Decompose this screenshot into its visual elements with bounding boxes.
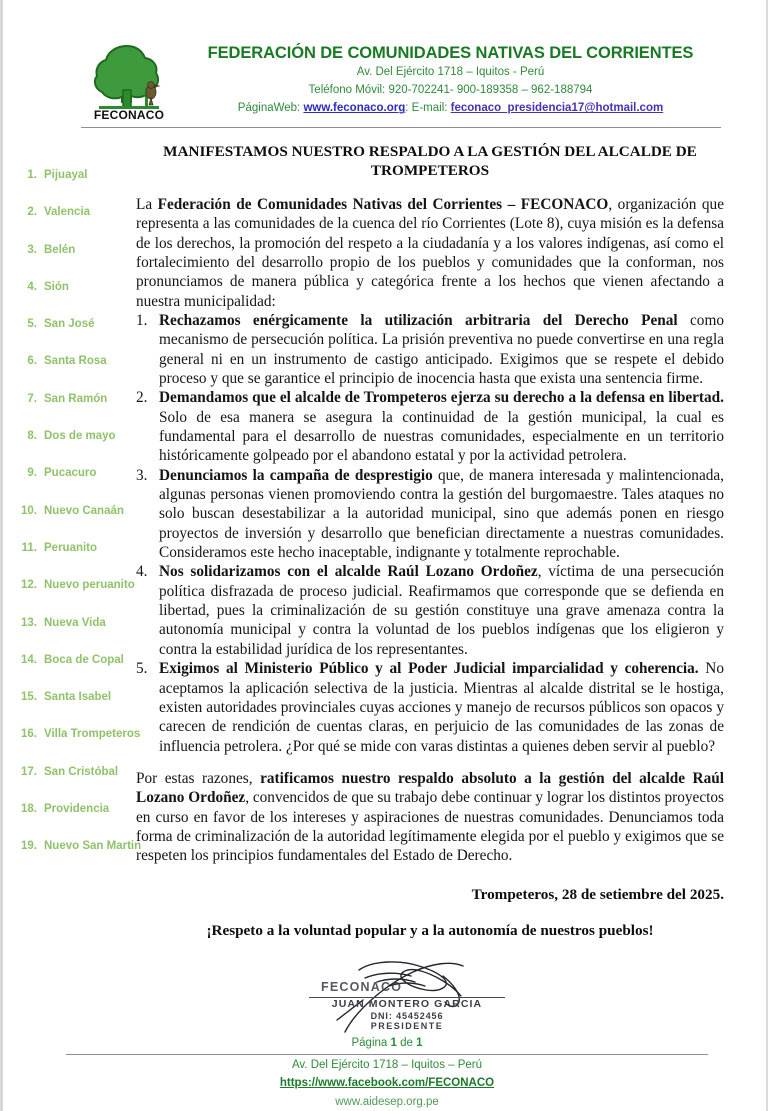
list-item-number: 17. — [21, 765, 37, 778]
claim-marker: 2. — [136, 389, 148, 407]
list-item — [15, 729, 153, 766]
page-title: MANIFESTAMOS NUESTRO RESPALDO A LA GESTIÓN DEL ALCALDE DE TROMPETEROS — [163, 143, 697, 180]
list-item — [15, 804, 153, 841]
list-item-number: 9. — [27, 467, 37, 480]
list-item — [15, 767, 153, 804]
web-label: PáginaWeb: — [237, 102, 301, 115]
header-phones: Teléfono Móvil: 920-702241- 900-189358 – 962-188794 — [308, 84, 593, 97]
claim-bold: Rechazamos enérgicamente la utilización arbitraria del Derecho Penal — [159, 311, 678, 329]
claim-rest: No aceptamos la aplicación selectiva de la justicia. Mientras al alcalde distrital se le hostiga, existen autoridades provinciales cuyas acciones y manejo de recursos públicos son opacos y carecen de rendición de cuentas claras, en perjuicio de las comunidades de las zonas de influencia petrolera. ¿Por qué se mide con varas distintas a quienes deben servir al pueblo? — [159, 660, 724, 755]
list-item — [15, 692, 153, 729]
signatory-details — [309, 999, 505, 1031]
letterhead-text — [178, 44, 723, 118]
list-item-label: Villa Trompeteros — [44, 728, 141, 741]
closing-paragraph — [136, 769, 724, 866]
list-item — [15, 282, 153, 319]
list-item-label: Nuevo San Martin — [44, 840, 142, 853]
claim-bold: Exigimos al Ministerio Público y al Poder Judicial imparcialidad y coherencia. — [159, 660, 699, 678]
claim-item — [136, 562, 724, 659]
organization-name: FEDERACIÓN DE COMUNIDADES NATIVAS DEL CORRIENTES — [207, 44, 694, 62]
list-item-label: Providencia — [44, 803, 110, 816]
signatory-dni: DNI: 45452456 — [370, 1010, 444, 1021]
header-address: Av. Del Ejército 1718 – Iquitos - Perú — [356, 65, 545, 78]
list-item-label: San Ramón — [44, 392, 108, 405]
header-contact-row: PáginaWeb: www.feconaco.org: E-mail: feconaco_presidencia17@hotmail.com — [237, 102, 664, 115]
footer-divider — [66, 1054, 708, 1055]
intro-lead: La — [136, 195, 158, 213]
intro-paragraph — [136, 195, 724, 311]
header-divider — [81, 127, 721, 128]
claim-bold: Demandamos que el alcalde de Trompeteros ejerza su derecho a la defensa en libertad. — [159, 389, 724, 407]
claim-rest: como mecanismo de persecución política. La prisión preventiva no puede convertirse en una regla general ni en un instrumento de castigo anticipado. Exigimos que se respete el debido proceso y que se garantice el principio de inocencia hasta que exista una sentencia firme. — [159, 311, 724, 387]
claim-rest: , víctima de una persecución política disfrazada de proceso judicial. Reafirmamos que corresponde que se defienda en libertad, pues la criminalización de su gestión constituye una grave amenaza contra la autonomía municipal y contra la voluntad de los pueblos indígenas que los eligieron y contra la estabilidad jurídica de los representantes. — [159, 563, 724, 658]
list-item-number: 5. — [27, 318, 37, 331]
list-item-number: 8. — [27, 430, 37, 443]
claim-marker: 1. — [136, 311, 148, 329]
list-item — [15, 580, 153, 617]
slogan: ¡Respeto a la voluntad popular y a la autonomía de nuestros pueblos! — [206, 921, 654, 939]
aidesep-link[interactable]: www.aidesep.org.pe — [335, 1095, 439, 1108]
list-item-number: 2. — [27, 206, 37, 219]
signature-block — [293, 958, 533, 1036]
claim-item — [136, 466, 724, 563]
list-item-label: Santa Rosa — [44, 355, 107, 368]
list-item-number: 15. — [21, 691, 37, 704]
list-item — [15, 655, 153, 692]
claim-bold: Denunciamos la campaña de desprestigio — [159, 466, 433, 484]
claim-item — [136, 388, 724, 465]
page-footer — [3, 1036, 768, 1111]
letterhead — [3, 0, 768, 128]
list-item-number: 18. — [21, 803, 37, 816]
claim-marker: 4. — [136, 563, 148, 581]
closing-rest: , convencidos de que su trabajo debe continuar y lograr los distintos proyectos en curso en favor de los intereses y aspiraciones de nuestras comunidades. Denunciamos toda forma de criminalización de la autoridad legítimamente elegida por el pueblo y exigimos que se respeten los principios fundamentales del Estado de Derecho. — [136, 789, 724, 865]
dateline: Trompeteros, 28 de setiembre del 2025. — [471, 885, 724, 903]
list-item-number: 13. — [21, 616, 37, 629]
claim-rest: que, de manera interesada y malintencionada, algunas personas vienen promoviendo contra la gestión del burgomaestre. Tales ataques no solo buscan desestabilizar a la autoridad municipal, sino que además ponen en riesgo proyectos de inversión y desarrollo que benefician directamente a nuestras comunidades. Consideramos este hecho inaceptable, indignante y totalmente reprochable. — [159, 466, 724, 562]
list-item-number: 12. — [21, 579, 37, 592]
list-item-number: 19. — [21, 840, 37, 853]
list-item-label: Valencia — [44, 206, 91, 219]
list-item — [15, 431, 153, 468]
list-item — [15, 245, 153, 282]
list-item — [15, 841, 153, 878]
claims-list — [136, 311, 724, 756]
list-item-number: 6. — [27, 355, 37, 368]
page-label: Página — [351, 1037, 388, 1049]
list-item — [15, 618, 153, 655]
list-item-label: San José — [44, 318, 95, 331]
claim-marker: 5. — [136, 660, 148, 678]
claim-item — [136, 311, 724, 388]
website-link[interactable]: www.feconaco.org — [303, 102, 406, 115]
svg-text:FECONACO: FECONACO — [93, 108, 165, 122]
closing-bold: ratificamos nuestro respaldo absoluto a la gestión del alcalde Raúl Lozano Ordoñez — [136, 769, 724, 807]
intro-rest: , organización que representa a las comunidades de la cuenca del río Corrientes (Lote 8), cuya misión es la defensa de los derechos, la promoción del respeto a la ciudadanía y a los valores indígenas, así como el fortalecimiento del desarrollo propio de los pueblos y comunidades que la conforman, nos pronunciamos de manera pública y categórica frente a los hechos que vienen afectando a nuestra municipalidad: — [136, 195, 724, 310]
community-list — [15, 170, 153, 879]
document-body — [136, 142, 724, 940]
claim-rest: Solo de esa manera se asegura la continuidad de la gestión municipal, la cual es fundamental para el desarrollo de nuestras comunidades, especialmente en un territorio históricamente golpeado por el abandono estatal y por la actividad petrolera. — [159, 408, 724, 465]
list-item-label: San Cristóbal — [44, 765, 119, 778]
list-item-number: 14. — [21, 653, 37, 666]
footer-address: Av. Del Ejército 1718 – Iquitos – Perú — [291, 1058, 483, 1071]
tree-with-bird-icon — [83, 40, 175, 122]
signatory-role: PRESIDENTE — [370, 1020, 444, 1031]
email-link[interactable]: feconaco_presidencia17@hotmail.com — [450, 102, 664, 115]
closing-lead: Por estas razones, — [136, 769, 261, 787]
list-item — [15, 170, 153, 207]
list-item-label: Nuevo peruanito — [44, 579, 135, 592]
list-item-label: Nuevo Canaán — [44, 504, 124, 517]
list-item-number: 7. — [27, 392, 37, 405]
list-item-label: Boca de Copal — [44, 653, 124, 666]
list-item-number: 4. — [27, 280, 37, 293]
list-item — [15, 207, 153, 244]
claim-bold: Nos solidarizamos con el alcalde Raúl Lozano Ordoñez — [159, 563, 538, 581]
page-number — [3, 1036, 768, 1052]
list-item-label: Santa Isabel — [44, 691, 112, 704]
list-item-number: 11. — [21, 541, 37, 554]
claim-item — [136, 659, 724, 756]
page-of: de — [400, 1037, 413, 1049]
list-item — [15, 468, 153, 505]
list-item-label: Peruanito — [44, 541, 98, 554]
list-item — [15, 356, 153, 393]
intro-bold: Federación de Comunidades Nativas del Corrientes – FECONACO — [157, 195, 609, 213]
list-item — [15, 319, 153, 356]
facebook-link[interactable]: https://www.facebook.com/FECONACO — [279, 1077, 495, 1090]
list-item-number: 16. — [21, 728, 37, 741]
stamp-word: FECONACO — [321, 980, 403, 994]
list-item — [15, 543, 153, 580]
email-label: E-mail: — [411, 102, 448, 115]
list-item-number: 3. — [27, 243, 37, 256]
list-item-label: Pucacuro — [44, 467, 97, 480]
list-item-number: 1. — [27, 169, 37, 181]
list-item-label: Sión — [44, 280, 69, 293]
list-item-label: Belén — [44, 243, 76, 256]
list-item — [15, 394, 153, 431]
list-item-label: Dos de mayo — [44, 430, 116, 443]
list-item-label: Nueva Vida — [44, 616, 106, 629]
list-item-label: Pijuayal — [44, 169, 88, 181]
page-total: 1 — [416, 1037, 423, 1049]
claim-marker: 3. — [136, 466, 148, 484]
signatory-name: JUAN MONTERO GARCIA — [331, 998, 483, 1010]
list-item — [15, 506, 153, 543]
feconaco-logo — [83, 40, 175, 122]
list-item-number: 10. — [21, 504, 37, 517]
page-current: 1 — [390, 1037, 397, 1049]
